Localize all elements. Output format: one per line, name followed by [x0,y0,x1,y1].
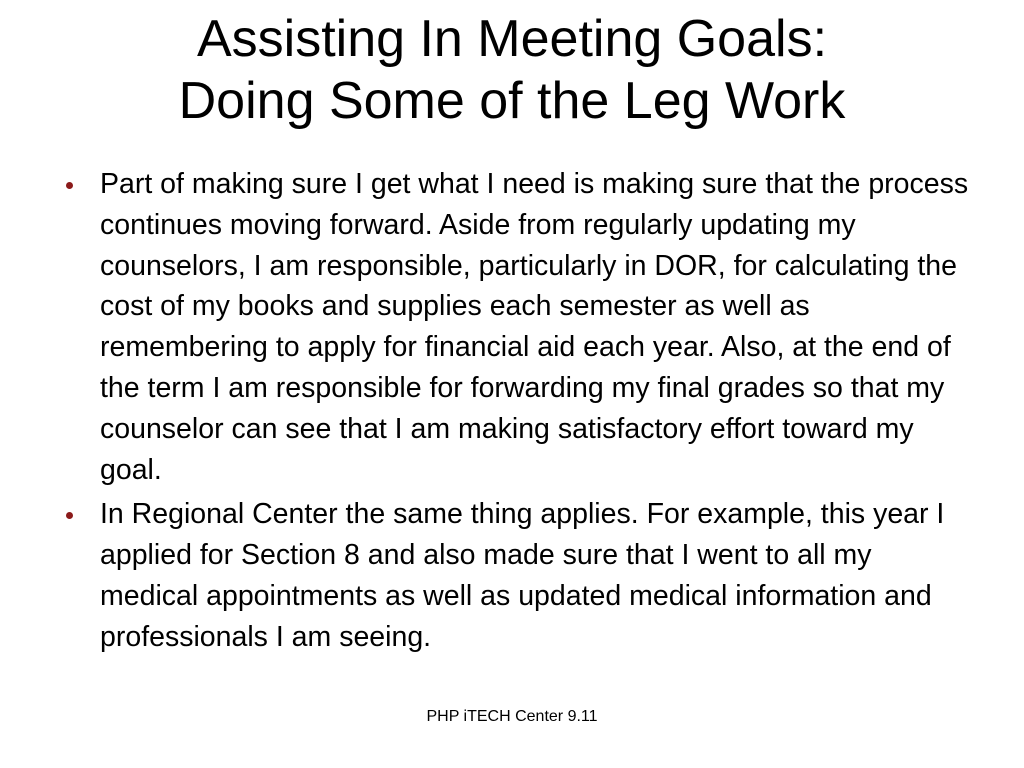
bullet-dot-icon [66,512,73,519]
bullet-text: Part of making sure I get what I need is making sure that the process continues moving forward. Aside from regularly updating my counselors, I am responsible, particularly in DOR, for calculating the cost of my books and supplies each semester as well as remembering to apply for financial aid each year. Also, at the end of the term I am responsible for forwarding my final grades so that my counselor can see that I am making satisfactory effort toward my goal. [100,168,969,486]
bullet-list [60,164,970,662]
bullet-item [60,164,970,490]
slide-title-line-1: Assisting In Meeting Goals: [196,10,828,68]
bullet-dot-icon [66,182,73,189]
bullet-text: In Regional Center the same thing applies. For example, this year I applied for Section 8 and also made sure that I went to all my medical appointments as well as updated medical information and professionals I am seeing. [100,498,945,653]
slide-title-line-2: Doing Some of the Leg Work [178,72,846,130]
slide-title [40,8,984,132]
bullet-item [60,494,970,657]
slide-footer: PHP iTECH Center 9.11 [426,708,598,725]
